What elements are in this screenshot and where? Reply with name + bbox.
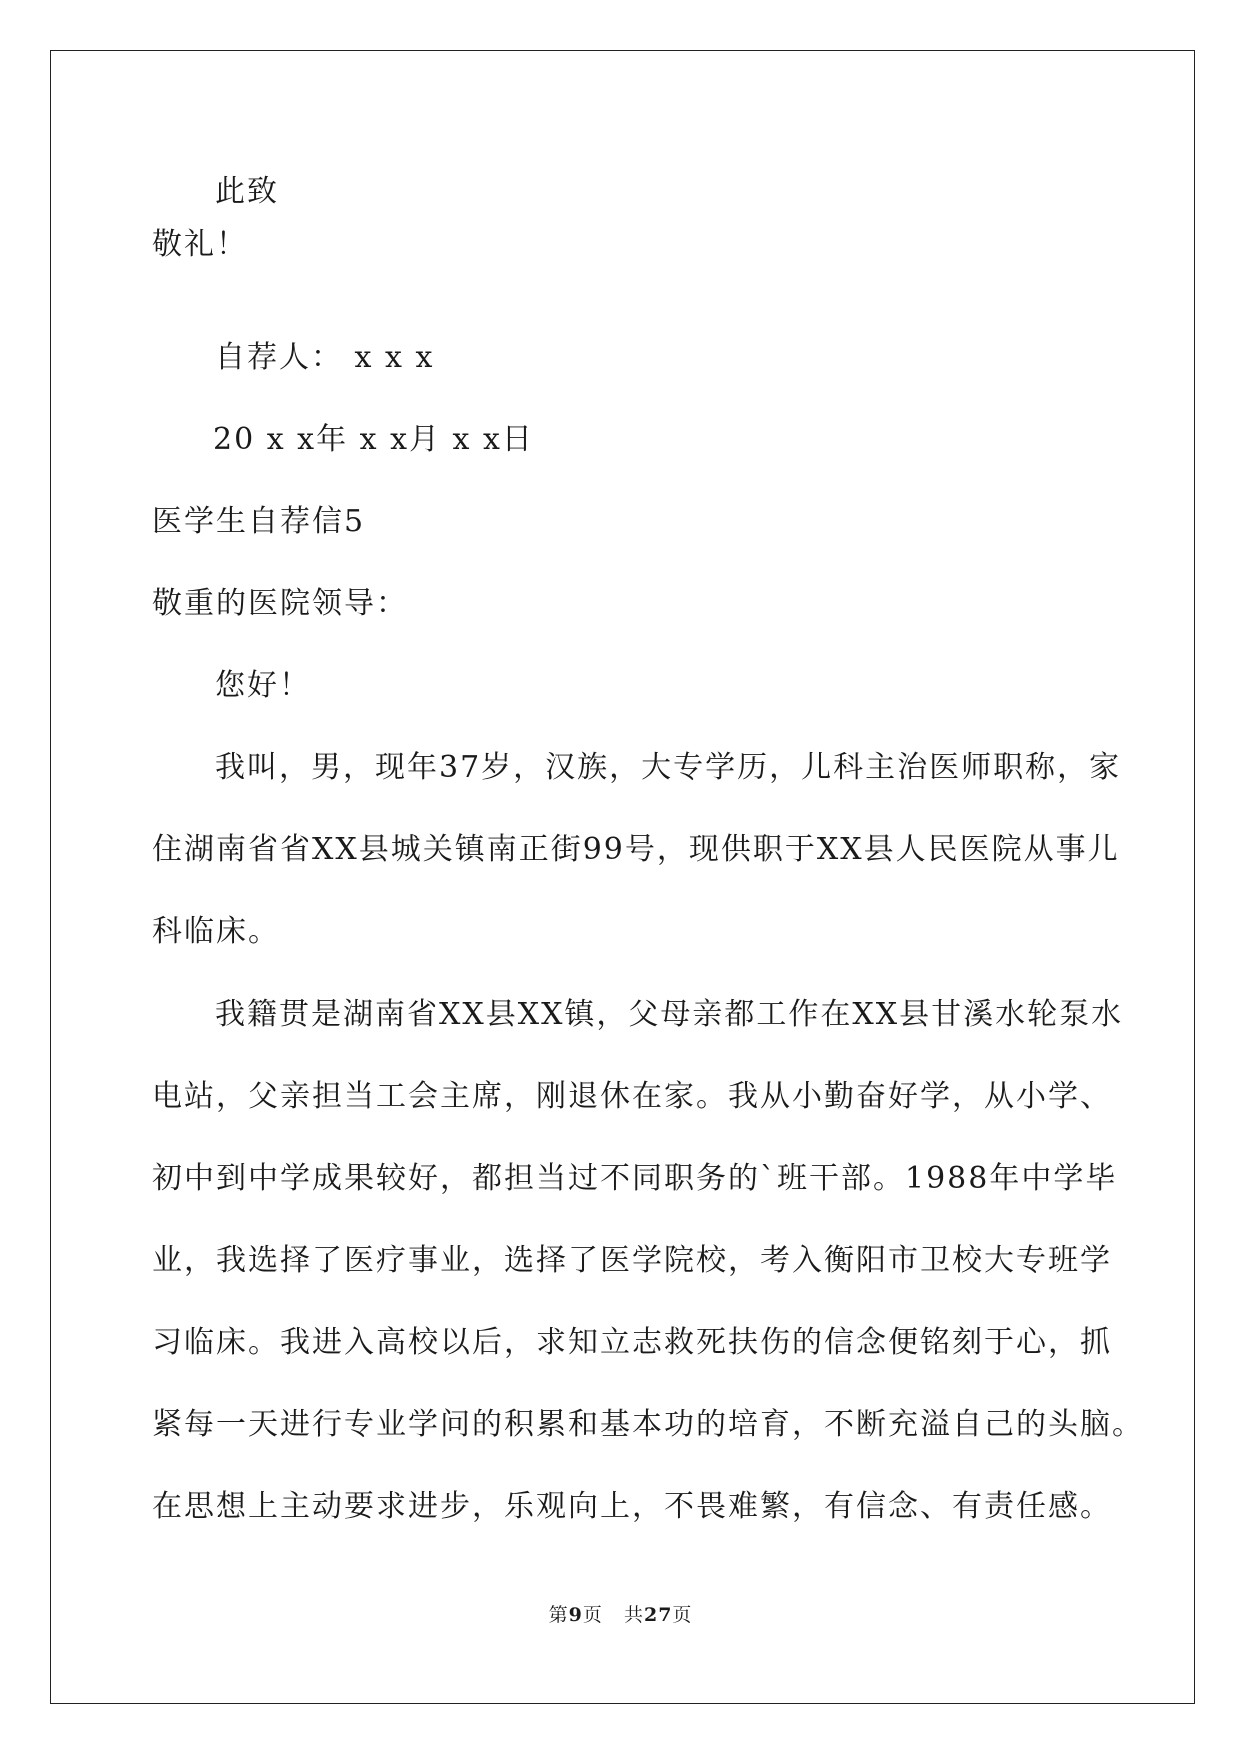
paragraph2-line: 我籍贯是湖南省XX县XX镇，父母亲都工作在XX县甘溪水轮泵水 (215, 997, 1124, 1032)
greeting: 敬重的医院领导： (152, 586, 408, 621)
footer-total-prefix: 共 (623, 1604, 644, 1626)
page-border (50, 50, 1195, 1704)
paragraph2-line: 业，我选择了医疗事业，选择了医学院校，考入衡阳市卫校大专班学 (152, 1243, 1112, 1278)
footer-total-suffix: 页 (672, 1604, 693, 1626)
paragraph1-line: 科临床。 (152, 914, 280, 949)
date: 20 x x年 x x月 x x日 (213, 422, 534, 457)
footer-page-suffix: 页 (582, 1604, 603, 1626)
footer-prefix: 第 (548, 1604, 569, 1626)
page-footer (0, 1603, 1241, 1627)
paragraph2-line: 在思想上主动要求进步，乐观向上，不畏难繁，有信念、有责任感。 (152, 1489, 1112, 1524)
hello: 您好！ (215, 668, 311, 703)
closing-salutation: 此致 (215, 174, 279, 209)
footer-page-number: 9 (568, 1604, 583, 1626)
paragraph2-line: 紧每一天进行专业学问的积累和基本功的培育，不断充溢自己的头脑。 (152, 1407, 1144, 1442)
closing-respect: 敬礼！ (152, 227, 248, 262)
paragraph2-line: 电站，父亲担当工会主席，刚退休在家。我从小勤奋好学，从小学、 (152, 1079, 1112, 1114)
signer: 自荐人： x x x (215, 340, 435, 375)
paragraph1-line: 我叫，男，现年37岁，汉族，大专学历，儿科主治医师职称，家 (215, 750, 1122, 785)
paragraph2-line: 习临床。我进入高校以后，求知立志救死扶伤的信念便铭刻于心，抓 (152, 1325, 1112, 1360)
paragraph2-line: 初中到中学成果较好，都担当过不同职务的`班干部。1988年中学毕 (152, 1161, 1118, 1196)
paragraph1-line: 住湖南省省XX县城关镇南正街99号，现供职于XX县人民医院从事儿 (152, 832, 1120, 867)
section-title: 医学生自荐信5 (152, 504, 366, 539)
footer-total-pages: 27 (643, 1604, 673, 1626)
